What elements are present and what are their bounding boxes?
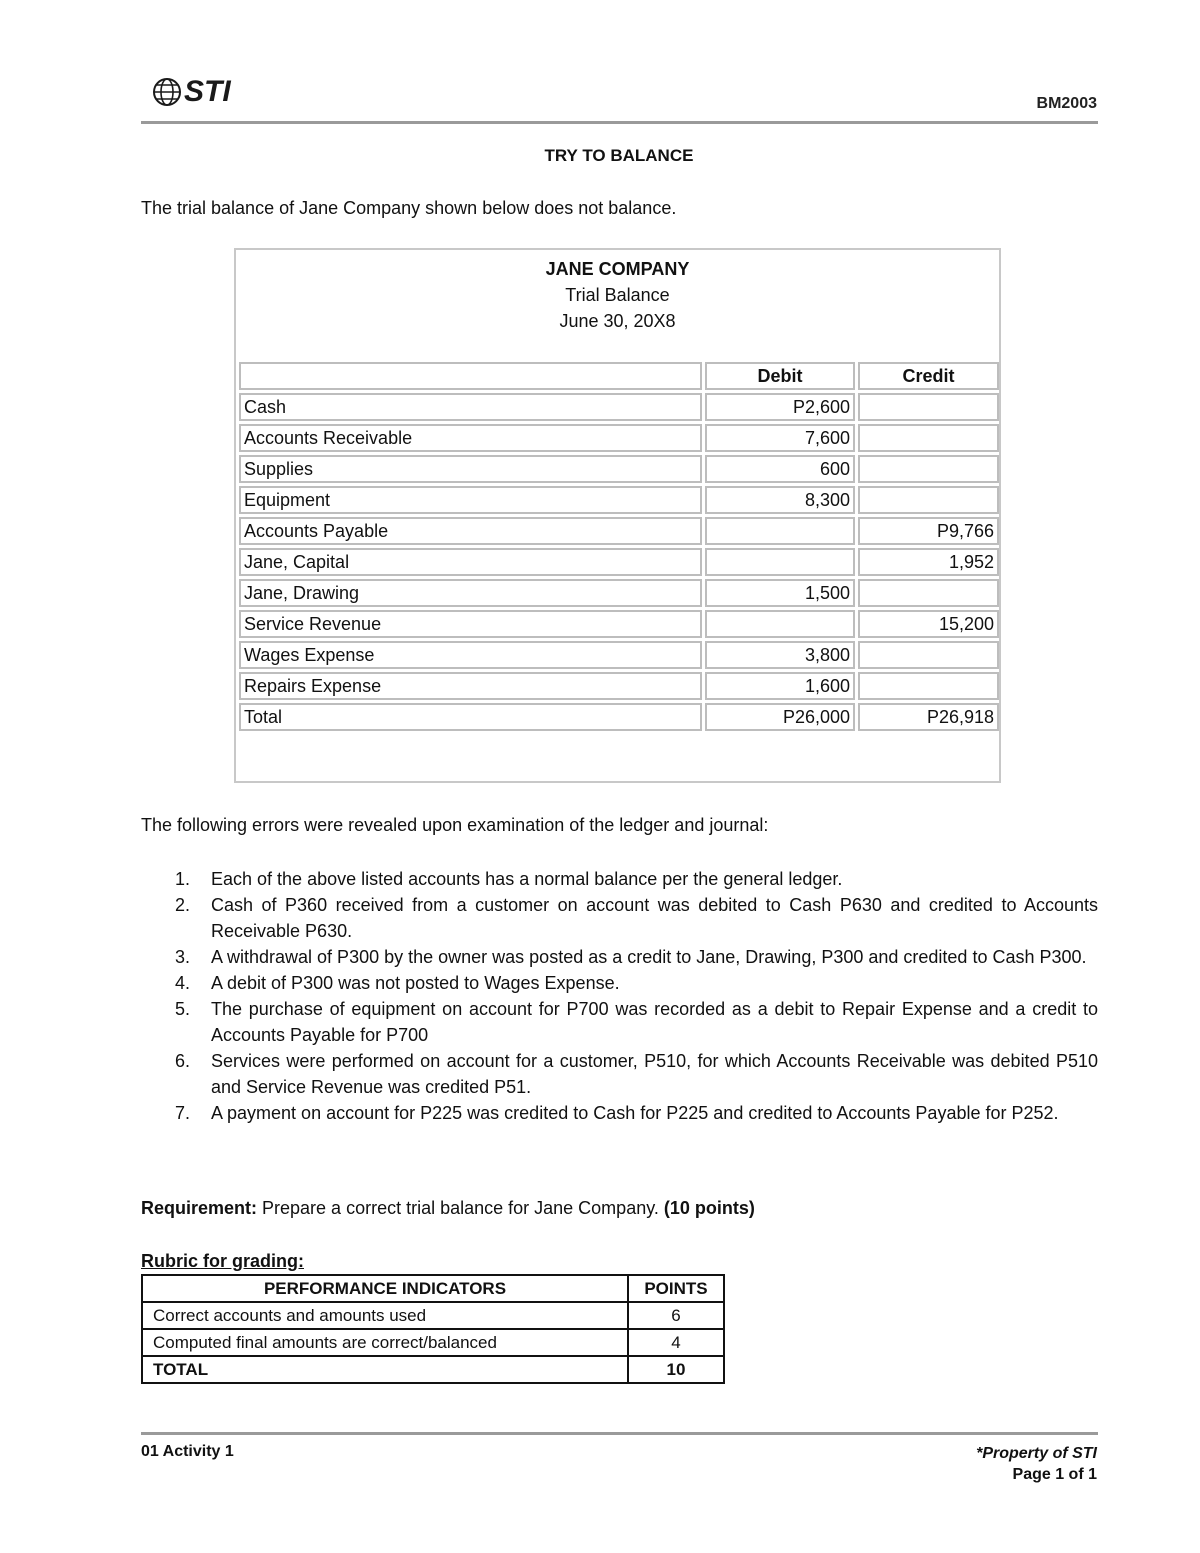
list-item-number: 5. xyxy=(175,999,191,1019)
list-item xyxy=(141,996,1098,1048)
debit-cell: P26,000 xyxy=(705,703,855,731)
requirement-points: (10 points) xyxy=(663,1198,755,1218)
debit-cell xyxy=(705,548,855,576)
debit-cell: 8,300 xyxy=(705,486,855,514)
list-item-text: Cash of P360 received from a customer on account was debited to Cash P630 and credited to Accounts Receivable P630. xyxy=(211,895,1098,941)
total-label: TOTAL xyxy=(142,1356,628,1383)
account-cell: Jane, Capital xyxy=(239,548,702,576)
debit-cell xyxy=(705,610,855,638)
credit-cell xyxy=(858,393,999,421)
account-cell: Equipment xyxy=(239,486,702,514)
account-cell: Repairs Expense xyxy=(239,672,702,700)
list-item-text: A withdrawal of P300 by the owner was posted as a credit to Jane, Drawing, P300 and credited to Cash P300. xyxy=(211,947,1087,967)
credit-cell xyxy=(858,672,999,700)
table-row xyxy=(239,393,999,421)
header-rule xyxy=(141,121,1098,124)
list-item xyxy=(141,892,1098,944)
debit-cell xyxy=(705,517,855,545)
footer-property: *Property of STI xyxy=(976,1445,1097,1462)
credit-cell: P26,918 xyxy=(858,703,999,731)
list-item xyxy=(141,944,1098,970)
list-item-text: Each of the above listed accounts has a normal balance per the general ledger. xyxy=(211,869,843,889)
list-item-text: A debit of P300 was not posted to Wages Expense. xyxy=(211,973,620,993)
list-item-number: 4. xyxy=(175,973,191,993)
logo-text: STI xyxy=(184,75,231,108)
total-points: 10 xyxy=(628,1356,724,1383)
statement-name: Trial Balance xyxy=(565,285,670,305)
table-row xyxy=(239,517,999,545)
list-item xyxy=(141,1100,1098,1126)
credit-cell xyxy=(858,579,999,607)
debit-cell: P2,600 xyxy=(705,393,855,421)
list-item-number: 2. xyxy=(175,895,191,915)
debit-cell: 1,500 xyxy=(705,579,855,607)
list-item-text: The purchase of equipment on account for P700 was recorded as a debit to Repair Expense and a credit to Accounts Payable for P700 xyxy=(211,999,1098,1045)
account-cell: Accounts Payable xyxy=(239,517,702,545)
credit-cell xyxy=(858,486,999,514)
debit-cell: 600 xyxy=(705,455,855,483)
list-item-number: 7. xyxy=(175,1103,191,1123)
debit-cell: 1,600 xyxy=(705,672,855,700)
debit-cell: 3,800 xyxy=(705,641,855,669)
company-name: JANE COMPANY xyxy=(545,259,690,279)
points-header: POINTS xyxy=(628,1275,724,1302)
credit-cell: 15,200 xyxy=(858,610,999,638)
list-item xyxy=(141,866,1098,892)
debit-header: Debit xyxy=(705,362,855,390)
table-row xyxy=(239,455,999,483)
account-cell: Accounts Receivable xyxy=(239,424,702,452)
credit-header: Credit xyxy=(858,362,999,390)
errors-list xyxy=(141,866,1098,1126)
table-row xyxy=(239,548,999,576)
table-header-row xyxy=(239,362,999,390)
debit-cell: 7,600 xyxy=(705,424,855,452)
errors-intro: The following errors were revealed upon examination of the ledger and journal: xyxy=(141,815,769,835)
credit-cell xyxy=(858,455,999,483)
table-row xyxy=(239,610,999,638)
footer-activity: 01 Activity 1 xyxy=(141,1443,234,1460)
sti-logo xyxy=(152,76,231,108)
indicators-header: PERFORMANCE INDICATORS xyxy=(142,1275,628,1302)
table-row xyxy=(239,424,999,452)
indicator-cell: Computed final amounts are correct/balanced xyxy=(142,1329,628,1356)
account-cell: Jane, Drawing xyxy=(239,579,702,607)
list-item xyxy=(141,970,1098,996)
rubric-table xyxy=(141,1274,725,1384)
list-item-number: 6. xyxy=(175,1051,191,1071)
requirement-text: Prepare a correct trial balance for Jane Company. xyxy=(257,1198,664,1218)
indicator-cell: Correct accounts and amounts used xyxy=(142,1302,628,1329)
list-item-number: 1. xyxy=(175,869,191,889)
table-row xyxy=(239,703,999,731)
points-cell: 4 xyxy=(628,1329,724,1356)
globe-icon xyxy=(152,77,182,107)
list-item-text: Services were performed on account for a customer, P510, for which Accounts Receivable was debited P510 and Service Revenue was credited P51. xyxy=(211,1051,1098,1097)
points-cell: 6 xyxy=(628,1302,724,1329)
table-row xyxy=(239,486,999,514)
list-item-number: 3. xyxy=(175,947,191,967)
account-cell: Total xyxy=(239,703,702,731)
rubric-header-row xyxy=(142,1275,724,1302)
account-cell: Supplies xyxy=(239,455,702,483)
account-cell: Service Revenue xyxy=(239,610,702,638)
credit-cell xyxy=(858,641,999,669)
credit-cell: 1,952 xyxy=(858,548,999,576)
rubric-row xyxy=(142,1329,724,1356)
rubric-title: Rubric for grading: xyxy=(141,1251,304,1271)
account-header-cell xyxy=(239,362,702,390)
list-item xyxy=(141,1048,1098,1100)
table-row xyxy=(239,579,999,607)
account-cell: Wages Expense xyxy=(239,641,702,669)
requirement-label: Requirement: xyxy=(141,1198,258,1218)
statement-date: June 30, 20X8 xyxy=(559,311,676,331)
rubric-row xyxy=(142,1302,724,1329)
footer-right xyxy=(976,1443,1097,1485)
footer-rule xyxy=(141,1432,1098,1435)
credit-cell xyxy=(858,424,999,452)
table-row xyxy=(239,641,999,669)
table-row xyxy=(239,672,999,700)
page-title: TRY TO BALANCE xyxy=(544,146,694,165)
document-code: BM2003 xyxy=(1036,95,1097,112)
intro-text: The trial balance of Jane Company shown below does not balance. xyxy=(141,198,677,218)
list-item-text: A payment on account for P225 was credited to Cash for P225 and credited to Accounts Payable for P252. xyxy=(211,1103,1059,1123)
requirement xyxy=(141,1198,755,1219)
trial-balance-table xyxy=(236,359,1002,734)
rubric-total-row xyxy=(142,1356,724,1383)
account-cell: Cash xyxy=(239,393,702,421)
credit-cell: P9,766 xyxy=(858,517,999,545)
footer-page-number: Page 1 of 1 xyxy=(1012,1466,1097,1483)
